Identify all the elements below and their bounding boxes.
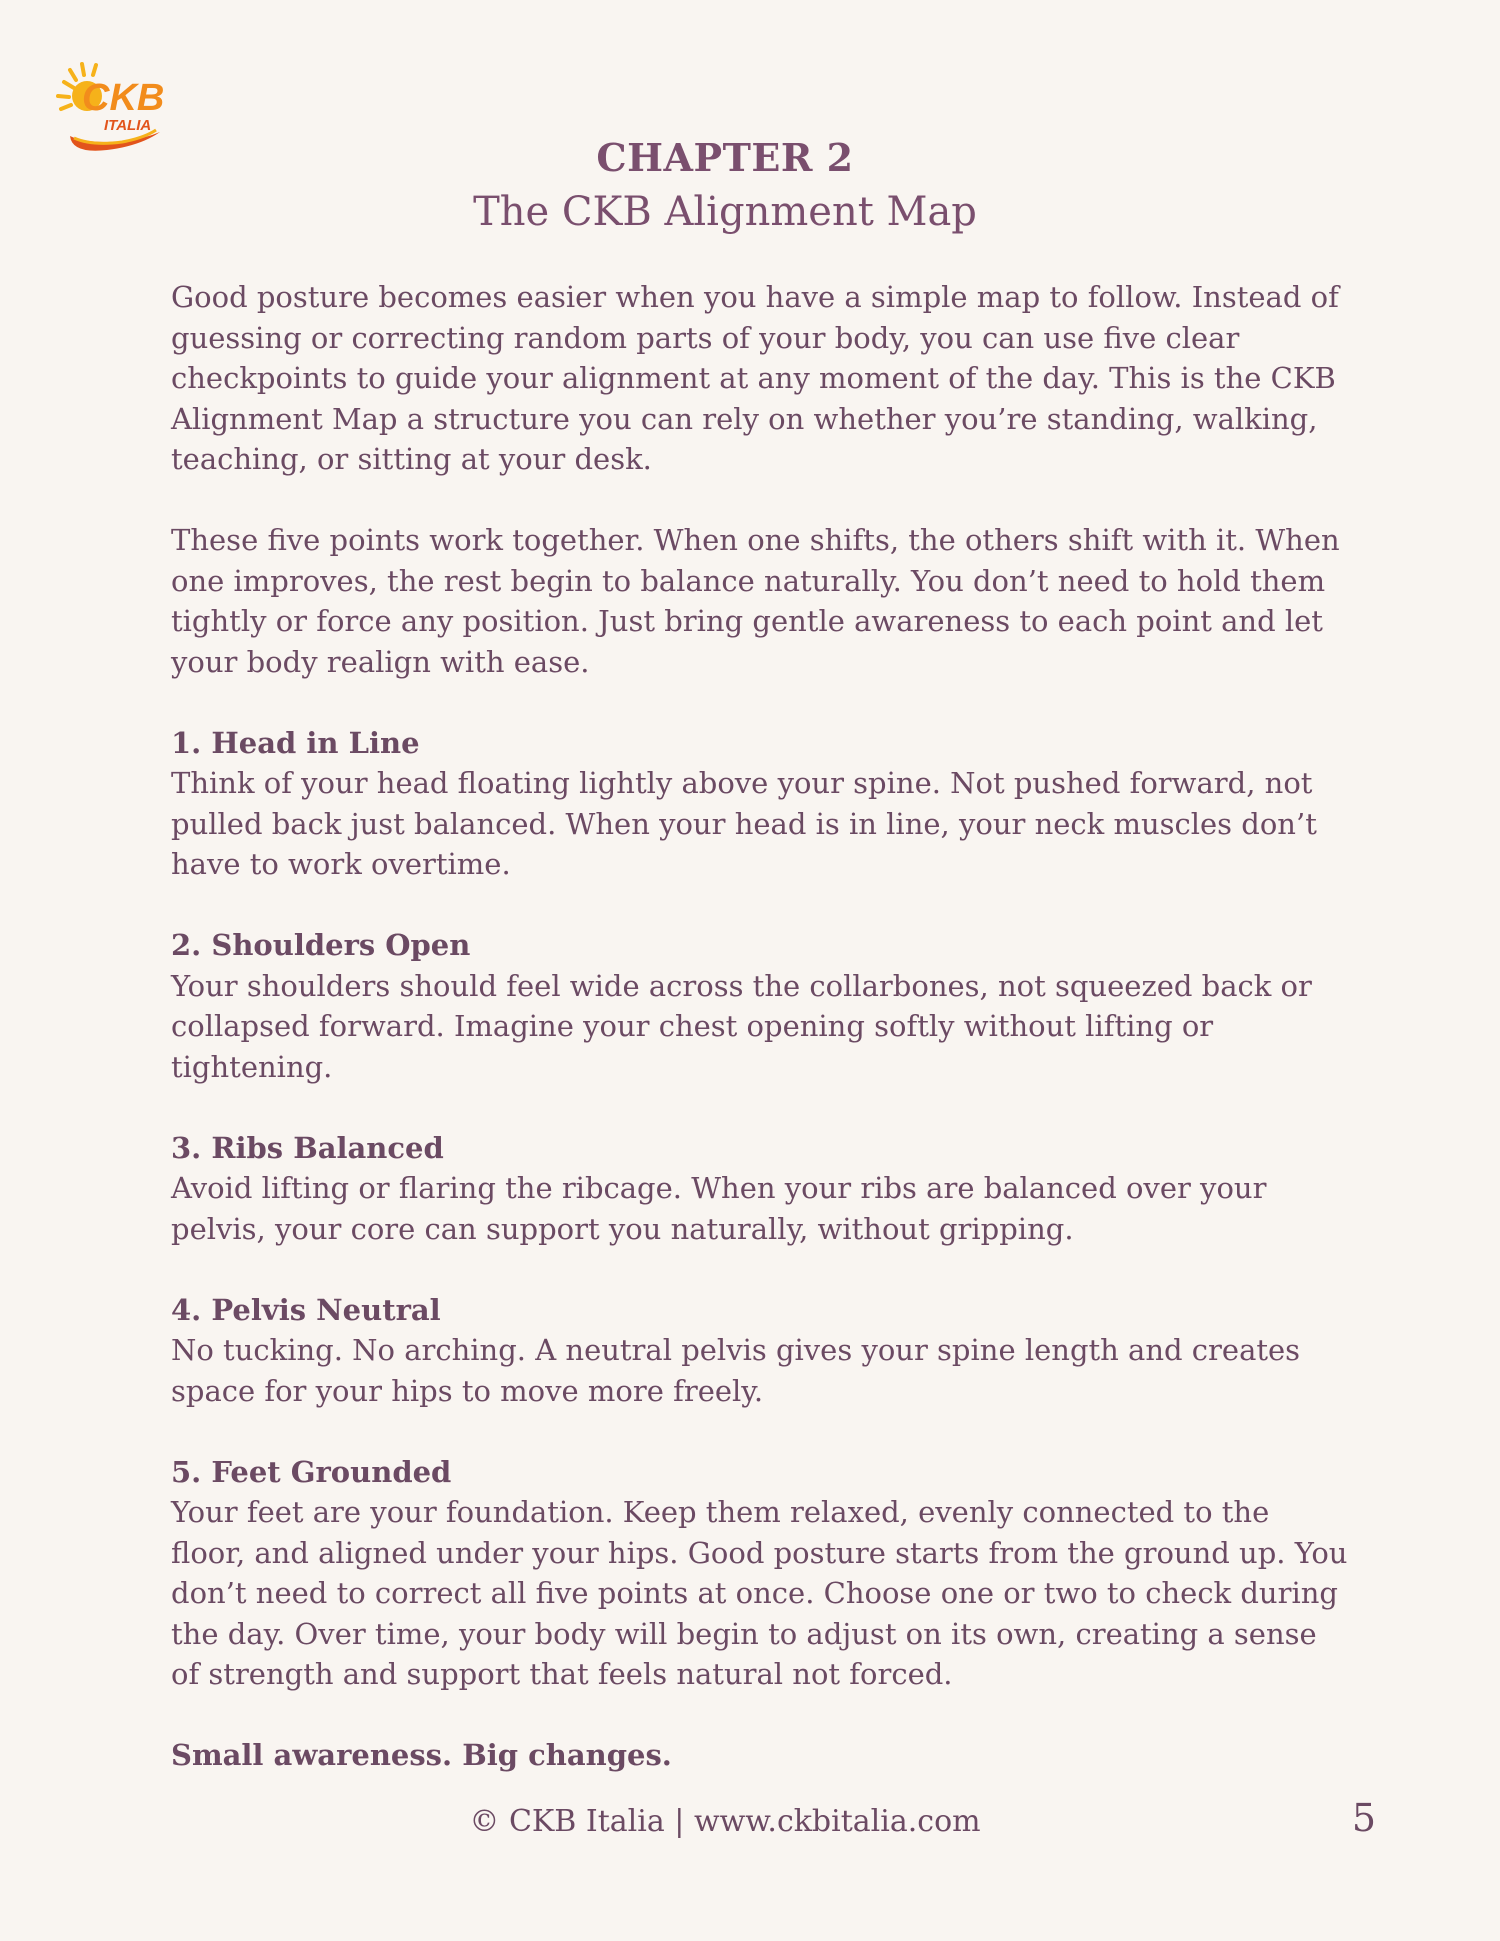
point-ribs-balanced (171, 1128, 1351, 1250)
point-text: Avoid lifting or flaring the ribcage. When your ribs are balanced over your pelvis, your core can support you naturally, without gripping. (171, 1171, 1267, 1246)
svg-text:ITALIA: ITALIA (104, 117, 152, 134)
chapter-label: CHAPTER 2 (596, 135, 854, 180)
point-text: No tucking. No arching. A neutral pelvis gives your spine length and creates space for your hips to move more freely. (171, 1333, 1301, 1408)
point-text: Think of your head floating lightly above your spine. Not pushed forward, not pulled back just balanced. When your head is in line, your neck muscles don’t have to work overtime. (171, 766, 1317, 881)
closing-line: Small awareness. Big changes. (171, 1738, 672, 1772)
chapter-body (171, 277, 1351, 1816)
point-heading: 2. Shoulders Open (171, 928, 471, 962)
point-heading: 4. Pelvis Neutral (171, 1292, 441, 1327)
point-feet-grounded (171, 1452, 1351, 1695)
intro-paragraph: Good posture becomes easier when you have a simple map to follow. Instead of guessing or correcting random parts of your body, you can use five clear checkpoints to guide your alignment at any moment of the day. This is the CKB Alignment Map a structure you can rely on whether you’re standing, walking, teaching, or sitting at your desk. (171, 280, 1339, 476)
point-heading: 3. Ribs Balanced (171, 1130, 444, 1165)
footer-copyright: © CKB Italia | www.ckbitalia.com (469, 1804, 981, 1839)
point-heading: 5. Feet Grounded (171, 1454, 452, 1489)
point-shoulders-open (171, 925, 1351, 1087)
chapter-header (0, 132, 1450, 240)
point-pelvis-neutral (171, 1290, 1351, 1412)
svg-text:CKB: CKB (82, 77, 165, 119)
point-text: Your shoulders should feel wide across the collarbones, not squeezed back or collapsed forward. Imagine your chest opening softly without lifting or tightening. (171, 968, 1312, 1084)
chapter-title: The CKB Alignment Map (473, 189, 977, 235)
point-heading: 1. Head in Line (171, 725, 420, 760)
point-text: Your feet are your foundation. Keep them relaxed, evenly connected to the floor, and aligned under your hips. Good posture starts from the ground up. You don’t need to correct all five points at once. Choose one or two to check during the day. Over time, your body will begin to adjust on its own, creating a sense of strength and support that feels natural not forced. (171, 1495, 1348, 1691)
intro-paragraph: These five points work together. When one shifts, the others shift with it. When one improves, the rest begin to balance naturally. You don’t need to hold them tightly or force any position. Just bring gentle awareness to each point and let your body realign with ease. (171, 523, 1340, 679)
page-number: 5 (1351, 1796, 1376, 1840)
point-head-in-line (171, 723, 1351, 885)
